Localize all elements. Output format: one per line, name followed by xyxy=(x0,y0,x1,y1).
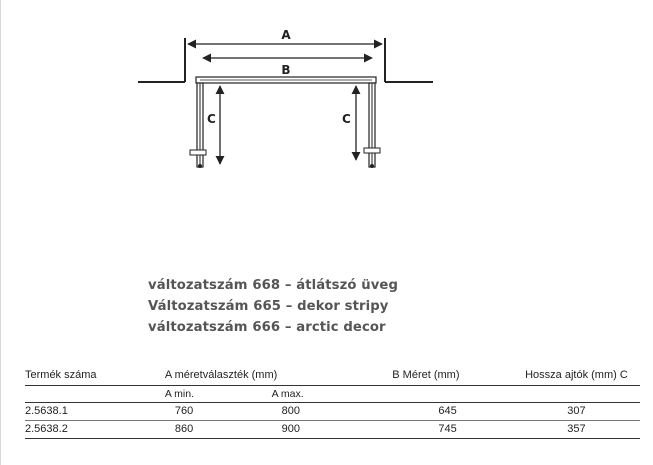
right-door-handle xyxy=(364,148,380,153)
cell-a-min: 860 xyxy=(165,421,272,439)
cell-c: 357 xyxy=(513,421,640,439)
right-door-foot xyxy=(370,164,374,168)
table-header-row xyxy=(25,366,640,386)
table-row xyxy=(25,421,640,439)
cell-c: 307 xyxy=(513,403,640,421)
cell-a-min: 760 xyxy=(165,403,272,421)
spec-table xyxy=(25,366,640,439)
label-c-left: C xyxy=(207,112,216,126)
cell-b: 645 xyxy=(382,403,513,421)
cell-product-number: 2.5638.2 xyxy=(25,421,165,439)
left-door-handle xyxy=(190,150,206,155)
subheader-a-max: A max. xyxy=(272,386,383,403)
variant-668: változatszám 668 – átlátszó üveg xyxy=(148,278,398,293)
cell-product-number: 2.5638.1 xyxy=(25,403,165,421)
header-door-length: Hossza ajtók (mm) C xyxy=(513,366,640,386)
cell-b: 745 xyxy=(382,421,513,439)
label-a: A xyxy=(281,28,291,42)
header-product-number: Termék száma xyxy=(25,366,165,386)
variant-665: Változatszám 665 – dekor stripy xyxy=(148,299,389,314)
variant-666: változatszám 666 – arctic decor xyxy=(148,320,386,335)
left-door-foot xyxy=(198,164,202,168)
door-dimension-diagram xyxy=(0,0,653,200)
table-row xyxy=(25,403,640,421)
label-c-right: C xyxy=(342,112,351,126)
cell-a-max: 900 xyxy=(272,421,383,439)
header-b-size: B Méret (mm) xyxy=(382,366,513,386)
header-size-range: A méretválaszték (mm) xyxy=(165,366,382,386)
table-subheader-row xyxy=(25,386,640,403)
label-b: B xyxy=(281,63,291,77)
cell-a-max: 800 xyxy=(272,403,383,421)
variant-list xyxy=(148,275,398,338)
subheader-a-min: A min. xyxy=(165,386,272,403)
